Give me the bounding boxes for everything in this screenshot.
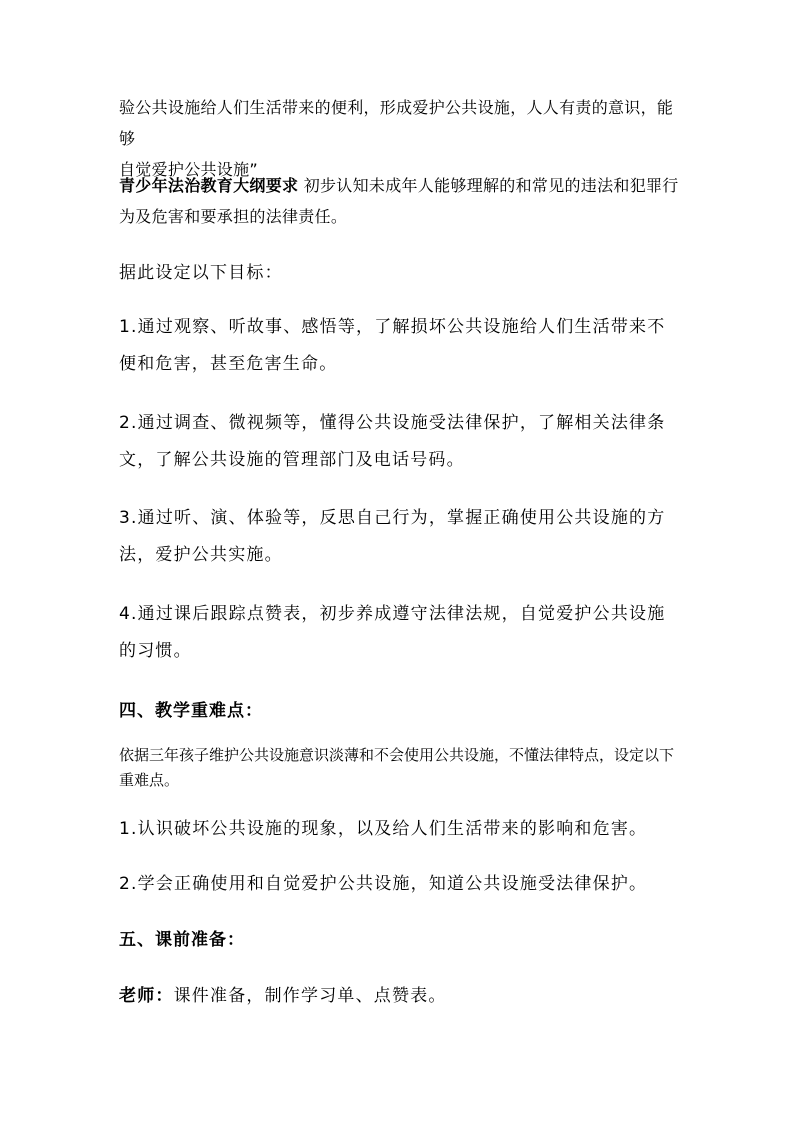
- key-point-2: 2.学会正确使用和自觉爱护公共设施，知道公共设施受法律保护。: [119, 874, 648, 894]
- outline-label: 青少年法治教育大纲要求: [119, 176, 299, 195]
- goal-item-2: 2.通过调查、微视频等，懂得公共设施受法律保护，了解相关法律条文，了解公共设施的管理部门及电话号码。: [119, 413, 666, 470]
- goal-item-3: 3.通过听、演、体验等，反思自己行为，掌握正确使用公共设施的方法，爱护公共实施。: [119, 508, 666, 565]
- intro-line-2: 自觉爱护公共设施”: [119, 160, 258, 179]
- intro-line-1: 验公共设施给人们生活带来的便利，形成爱护公共设施，人人有责的意识，能够: [119, 98, 674, 148]
- key-point-1: 1.认识破坏公共设施的现象，以及给人们生活带来的影响和危害。: [119, 819, 648, 839]
- goals-intro: 据此设定以下目标：: [119, 263, 283, 283]
- prep-teacher-text: 课件准备，制作学习单、点赞表。: [173, 986, 447, 1006]
- prep-teacher: [119, 978, 679, 1015]
- goal-item-1: 1.通过观察、听故事、感悟等，了解损坏公共设施给人们生活带来不便和危害，甚至危害生命。: [119, 317, 666, 374]
- goal-item-4: 4.通过课后跟踪点赞表，初步养成遵守法律法规，自觉爱护公共设施的习惯。: [119, 604, 666, 661]
- prep-teacher-label: 老师：: [119, 986, 174, 1006]
- outline-paragraph: [119, 170, 679, 232]
- section-4-heading: 四、教学重难点：: [119, 701, 263, 721]
- section-5-heading: 五、课前准备：: [119, 930, 245, 950]
- outline-text: 初步认知未成年人能够理解的和常见的违法和犯罪行为及危害和要承担的法律责任。: [119, 176, 679, 226]
- section-4-intro: 依据三年孩子维护公共设施意识淡薄和不会使用公共设施，不懂法律特点，设定以下重难点。: [119, 746, 675, 789]
